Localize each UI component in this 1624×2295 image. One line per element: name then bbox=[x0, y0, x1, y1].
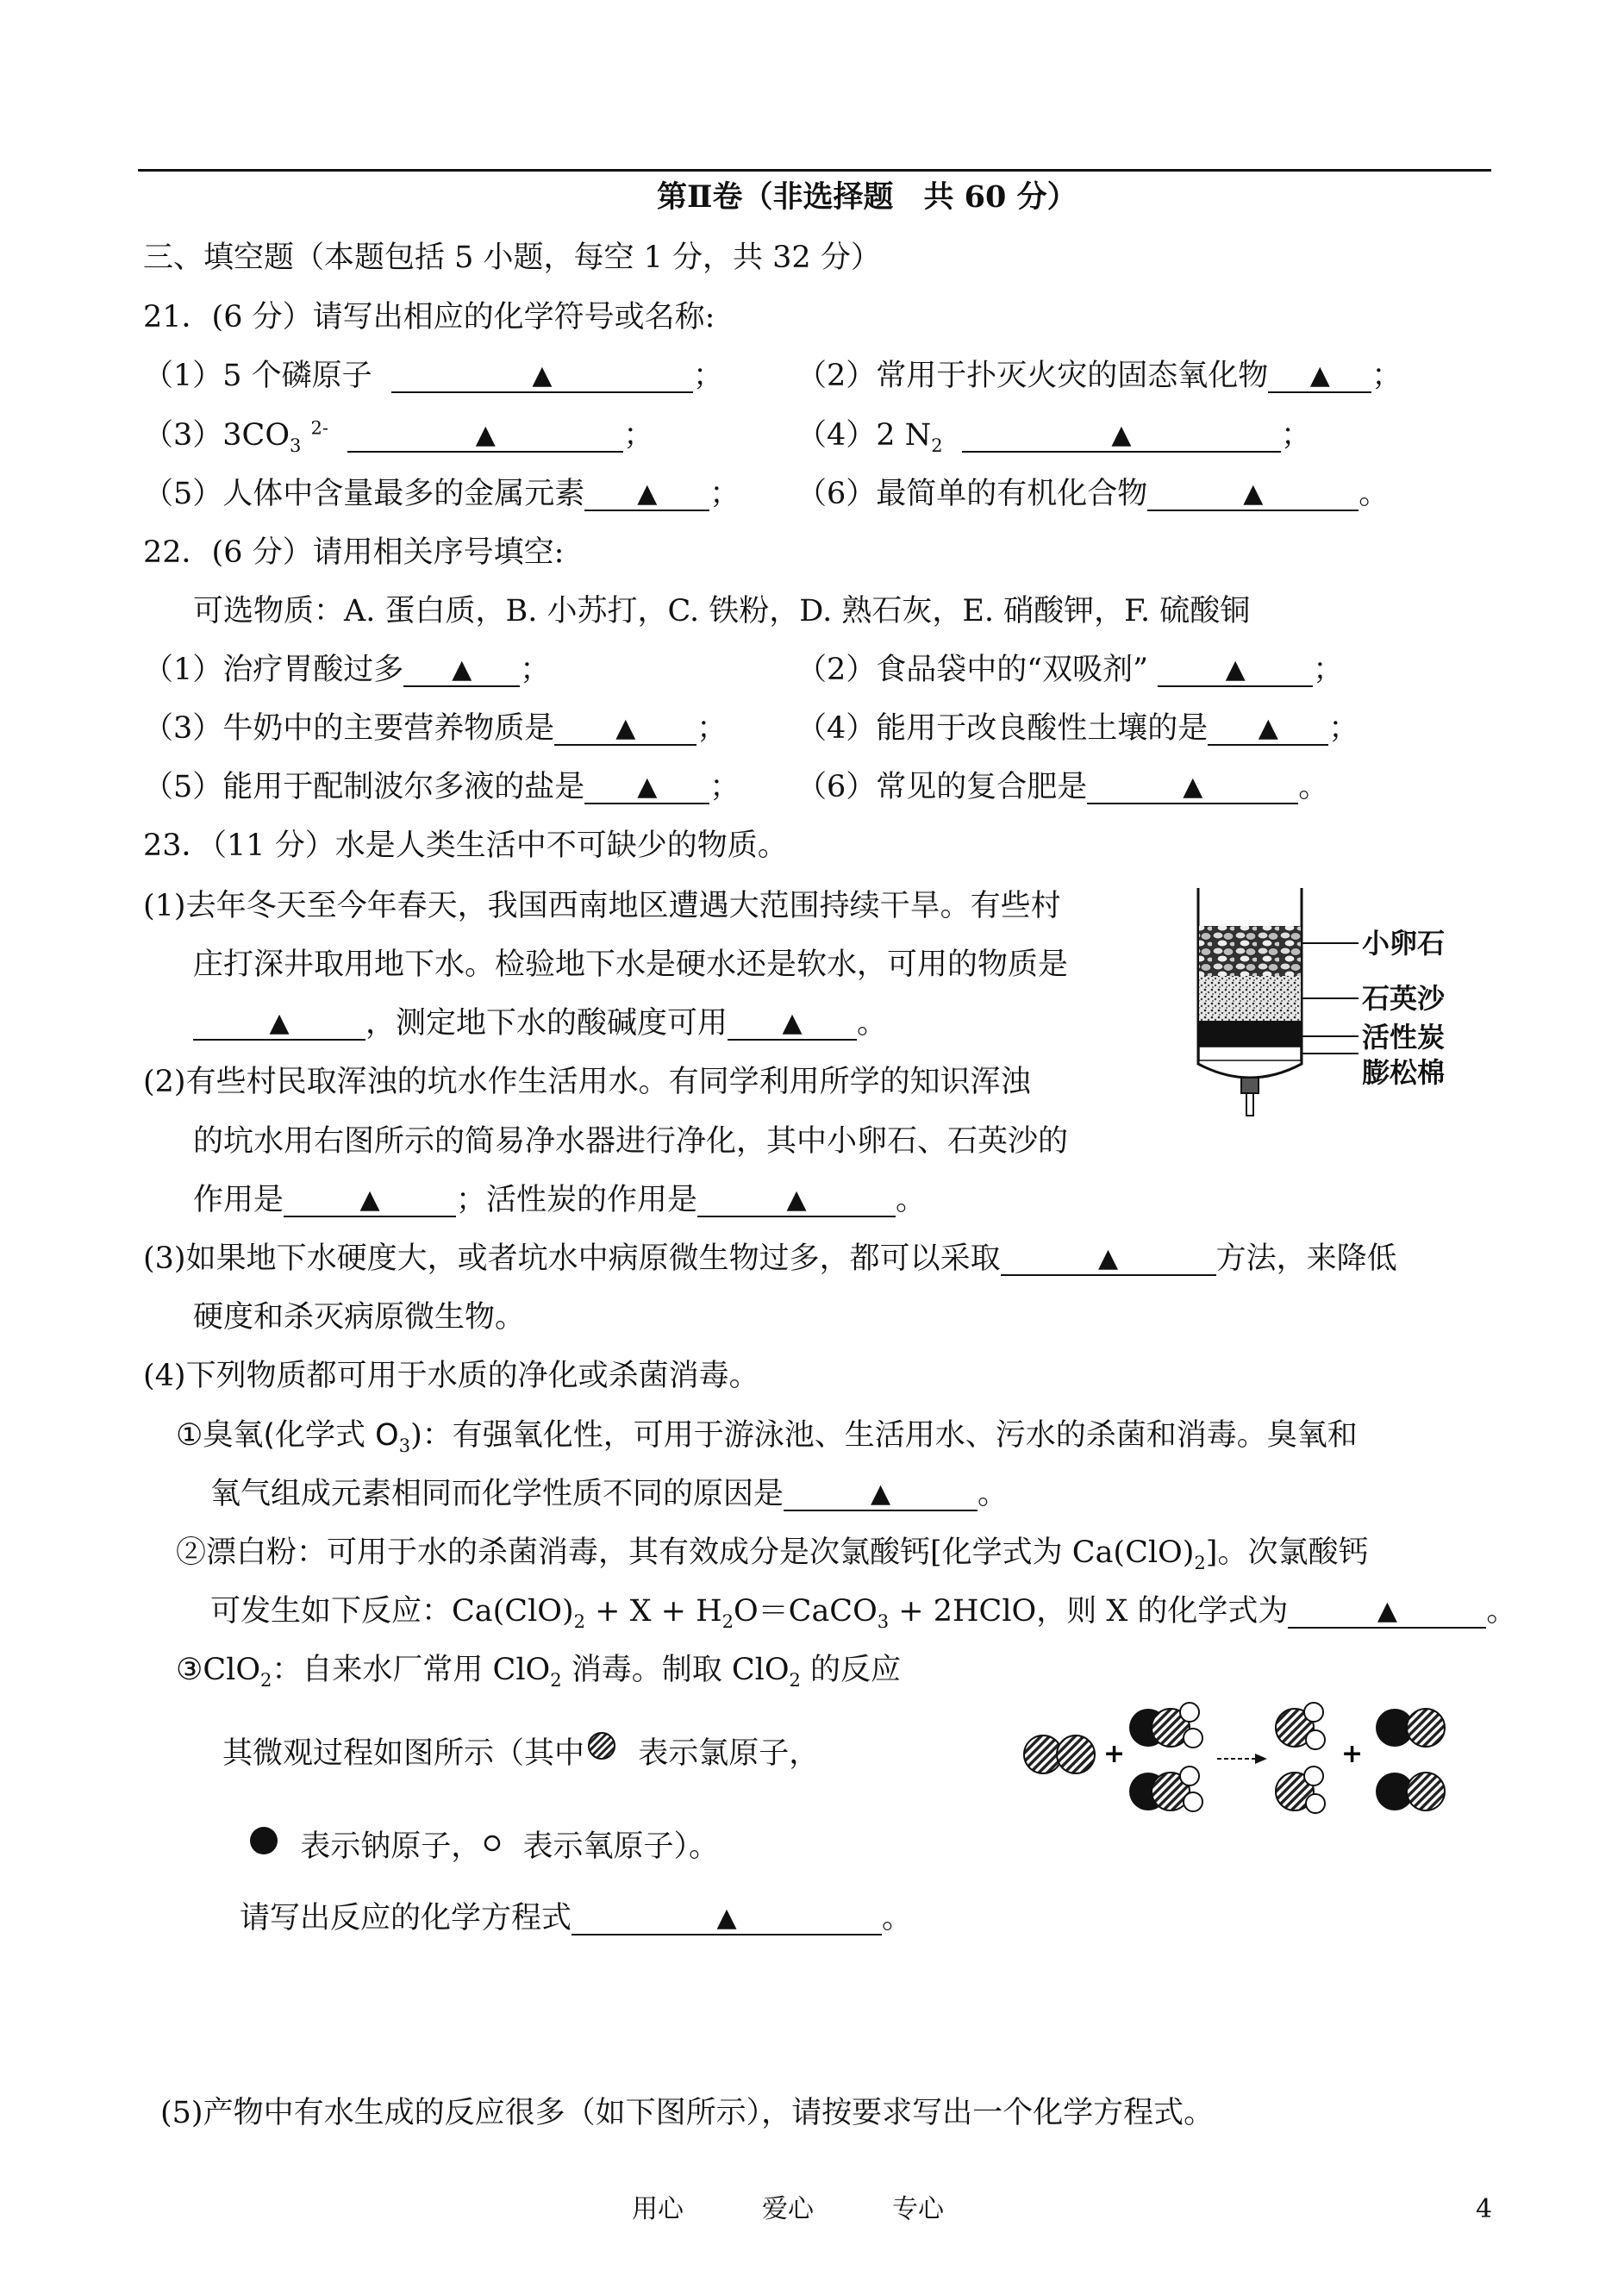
answer-blank[interactable]: ▲ bbox=[784, 1478, 978, 1511]
q23-p5: (5)产物中有水生成的反应很多（如下图所示），请按要求写出一个化学方程式。 bbox=[160, 2096, 1215, 2130]
svg-text:+: + bbox=[1341, 1739, 1364, 1769]
answer-blank[interactable]: ▲ bbox=[1087, 771, 1298, 804]
q22-part6: （6）常见的复合肥是 ▲ 。 bbox=[796, 770, 1329, 804]
q23-p1-line1: (1)去年冬天至今年春天，我国西南地区遭遇大范围持续干旱。有些村 bbox=[143, 889, 1061, 923]
q22-part5: （5）能用于配制波尔多液的盐是 ▲ ； bbox=[143, 770, 740, 804]
page-number: 4 bbox=[1476, 2194, 1493, 2224]
filter-label-cotton: 膨松棉 bbox=[1362, 1056, 1446, 1089]
q23-p4c-line4: 请写出反应的化学方程式 ▲ 。 bbox=[240, 1901, 913, 1935]
q21-part3: $(3)3CO_3$ $^{2-}$ ▲ ； bbox=[143, 417, 654, 456]
q23-p4b-line2: 可发生如下反应：$Ca(ClO)_2 + X$ + $H_2O=CaCO_3$ + 2HClO，则 X 的化学式为 ▲ 。 bbox=[210, 1594, 1517, 1632]
answer-blank[interactable]: ▲ bbox=[1268, 360, 1371, 393]
q23-p3-line2: 硬度和杀灭病原微生物。 bbox=[193, 1300, 526, 1335]
filter-label-pebbles: 小卵石 bbox=[1362, 927, 1446, 960]
q23-p2-line2: 的坑水用右图所示的简易净水器进行净化，其中小卵石、石英沙的 bbox=[193, 1124, 1069, 1159]
chlorine-atom-icon bbox=[584, 1732, 619, 1767]
q23-p2-line1: (2)有些村民取浑浊的坑水作生活用水。有同学利用所学的知识浑浊 bbox=[143, 1065, 1031, 1099]
answer-blank[interactable]: ▲ bbox=[284, 1184, 456, 1217]
oxygen-atom-icon bbox=[481, 1832, 503, 1854]
q21-part2: （2）常用于扑灭火灾的固态氧化物 ▲ ； bbox=[796, 359, 1402, 393]
q21-part4: （4）2 $N_2$ ▲ ； bbox=[796, 418, 1311, 456]
answer-blank[interactable]: ▲ bbox=[572, 1902, 882, 1935]
q22-part2: （2）食品袋中的“双吸剂” ▲ ； bbox=[796, 653, 1344, 687]
section-heading: 三、填空题（本题包括 5 小题，每空 1 分，共 32 分） bbox=[143, 241, 881, 275]
footer-motto-1: 用心 bbox=[632, 2194, 684, 2224]
q23-p1-line3: ▲ ，测定地下水的酸碱度可用 ▲ 。 bbox=[193, 1005, 887, 1041]
answer-blank[interactable]: ▲ bbox=[584, 771, 709, 804]
q23-p3-line1: (3)如果地下水硬度大，或者坑水中病原微生物过多，都可以采取 ▲ 方法，来降低 bbox=[143, 1241, 1397, 1276]
q23-p1-line2: 庄打深井取用地下水。检验地下水是硬水还是软水，可用的物质是 bbox=[193, 947, 1069, 982]
q22-part4: （4）能用于改良酸性土壤的是 ▲ ； bbox=[796, 711, 1359, 746]
q23-p4-line1: (4)下列物质都可用于水质的净化或杀菌消毒。 bbox=[143, 1359, 759, 1393]
answer-blank[interactable]: ▲ bbox=[347, 419, 623, 453]
answer-blank[interactable]: ▲ bbox=[1158, 653, 1313, 687]
answer-blank[interactable]: ▲ bbox=[728, 1007, 857, 1041]
answer-blank[interactable]: ▲ bbox=[193, 1007, 365, 1041]
answer-blank[interactable]: ▲ bbox=[1288, 1595, 1486, 1629]
sodium-atom-icon bbox=[247, 1823, 281, 1858]
answer-blank[interactable]: ▲ bbox=[962, 419, 1281, 453]
q21-stem: 21．(6 分）请写出相应的化学符号或名称: bbox=[143, 300, 715, 335]
reaction-micro-diagram bbox=[1017, 1690, 1465, 1819]
q22-stem: 22．(6 分）请用相关序号填空: bbox=[143, 535, 565, 570]
q21-part1: （1）5 个磷原子 ▲ ； bbox=[143, 359, 723, 393]
answer-blank[interactable]: ▲ bbox=[403, 653, 520, 687]
footer-motto-3: 专心 bbox=[892, 2194, 944, 2224]
header-rule bbox=[138, 169, 1491, 172]
answer-blank[interactable]: ▲ bbox=[1001, 1242, 1216, 1276]
q23-p4b-line1: ②漂白粉：可用于水的杀菌消毒，其有效成分是次氯酸钙[化学式为 $Ca(ClO)_2$]。次氯酸钙 bbox=[176, 1535, 1369, 1573]
q22-part3: （3）牛奶中的主要营养物质是 ▲ ； bbox=[143, 711, 728, 746]
q22-part1: （1）治疗胃酸过多 ▲ ； bbox=[143, 653, 551, 687]
q21-part6: （6）最简单的有机化合物 ▲ 。 bbox=[796, 477, 1390, 511]
q23-p4c-line3: 表示钠原子， 表示氧原子）。 bbox=[247, 1823, 719, 1865]
answer-blank[interactable]: ▲ bbox=[391, 360, 693, 393]
q22-options: 可选物质：A. 蛋白质，B. 小苏打，C. 铁粉，D. 熟石灰，E. 硝酸钾，F. 硫酸铜 bbox=[193, 594, 1251, 628]
filter-label-quartz-sand: 石英沙 bbox=[1362, 982, 1446, 1015]
q23-p2-line3: 作用是 ▲ ；活性炭的作用是 ▲ 。 bbox=[193, 1183, 927, 1217]
section-title: 第Ⅱ卷（非选择题 共 60 分） bbox=[657, 179, 1077, 215]
q23-p4a-line1: ①臭氧(化学式 $O_3$)：有强氧化性，可用于游泳池、生活用水、污水的杀菌和消毒。臭氧和 bbox=[176, 1418, 1358, 1456]
q23-p4c-line1: ③ClO$_2$：自来水厂常用 ClO$_2$ 消毒。制取 ClO$_2$ 的反应 bbox=[176, 1653, 902, 1691]
answer-blank[interactable]: ▲ bbox=[554, 712, 696, 746]
answer-blank[interactable]: ▲ bbox=[697, 1184, 896, 1217]
q21-part5: （5）人体中含量最多的金属元素 ▲ ； bbox=[143, 477, 740, 511]
filter-label-activated-carbon: 活性炭 bbox=[1362, 1021, 1446, 1054]
q23-p4c-line2: 其微观过程如图所示（其中 表示氯原子， bbox=[222, 1732, 819, 1772]
footer-motto-2: 爱心 bbox=[762, 2194, 814, 2224]
q23-p4a-line2: 氧气组成元素相同而化学性质不同的原因是 ▲ 。 bbox=[210, 1477, 1009, 1511]
svg-text:+: + bbox=[1103, 1739, 1126, 1769]
answer-blank[interactable]: ▲ bbox=[1147, 478, 1359, 511]
q23-stem: 23．（11 分）水是人类生活中不可缺少的物质。 bbox=[143, 829, 788, 863]
answer-blank[interactable]: ▲ bbox=[584, 478, 709, 511]
answer-blank[interactable]: ▲ bbox=[1208, 712, 1328, 746]
